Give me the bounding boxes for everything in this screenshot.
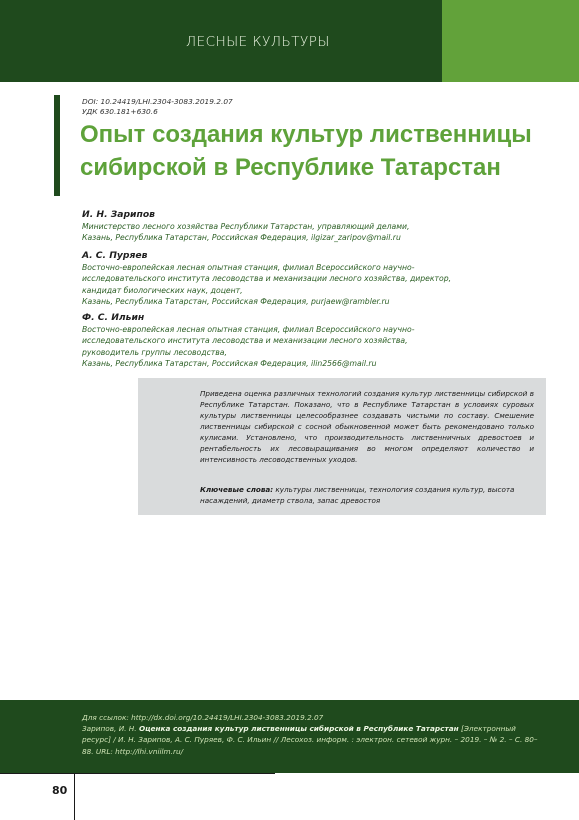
abstract-text: Приведена оценка различных технологий создания культур лиственницы сибирской в Республике Татарстан. Показано, что в Республике Татарстан в условиях суровых культуры лиственницы целесообразнее создавать чистыми по составу. Смешение лиственницы сибирской с сосной обыкновенной может быть рекомендовано только кулисами. Установлено, что производительность лиственничных древостоев и рентабельность их лесовыращивания во многом определяют количество и интенсивность лесоводственных уходов. — [200, 389, 534, 464]
author-affiliation — [82, 221, 552, 244]
aff-line: Восточно-европейская лесная опытная станция, филиал Всероссийского научно- — [82, 263, 415, 272]
page-number: 80 — [52, 784, 68, 797]
article-title — [80, 118, 560, 184]
citation-link-line: Для ссылок: http://dx.doi.org/10.24419/LHI.2304-3083.2019.2.07 — [82, 713, 324, 722]
footer-divider — [74, 773, 75, 820]
title-accent-bar — [54, 95, 60, 196]
aff-line: Восточно-европейская лесная опытная станция, филиал Всероссийского научно- — [82, 325, 415, 334]
title-line-2: сибирской в Республике Татарстан — [80, 154, 501, 181]
doi: DOI: 10.24419/LHI.2304-3083.2019.2.07 — [82, 97, 233, 106]
section-title: ЛЕСНЫЕ КУЛЬТУРЫ — [186, 34, 330, 50]
author-affiliation — [82, 324, 552, 370]
udk: УДК 630.181+630.6 — [82, 107, 158, 116]
citation-reference — [82, 723, 544, 757]
aff-line: исследовательского института лесоводства и механизации лесного хозяйства, — [82, 336, 408, 346]
footer-rule — [0, 773, 275, 774]
abstract-box — [138, 378, 546, 515]
aff-line: Казань, Республика Татарстан, Российская Федерация, purjaew@rambler.ru — [82, 297, 390, 307]
citation-box — [0, 700, 579, 773]
keywords-text: культуры лиственницы, технология создания культур, высота насаждений, диаметр ствола, запас древостоя — [200, 485, 515, 505]
keywords — [200, 484, 534, 506]
citation-authors: Зарипов, И. Н. — [82, 724, 137, 734]
citation-text — [82, 712, 544, 757]
aff-line: Казань, Республика Татарстан, Российская Федерация, ilin2566@mail.ru — [82, 359, 377, 369]
title-line-1: Опыт создания культур лиственницы — [80, 121, 532, 148]
aff-line: Казань, Республика Татарстан, Российская Федерация, ilgizar_zaripov@mail.ru — [82, 233, 401, 243]
keywords-label: Ключевые слова: — [200, 485, 274, 494]
aff-line: руководитель группы лесоводства, — [82, 347, 227, 357]
citation-title: Оценка создания культур лиственницы сибирской в Республике Татарстан — [138, 724, 459, 734]
author-affiliation — [82, 262, 552, 308]
aff-line: исследовательского института лесоводства и механизации лесного хозяйства, директор, — [82, 274, 452, 284]
aff-line: кандидат биологических наук, доцент, — [82, 285, 243, 295]
header-band-light — [442, 0, 579, 82]
aff-line: Министерство лесного хозяйства Республики Татарстан, управляющий делами, — [82, 222, 410, 231]
author-name: А. С. Пуряев — [82, 250, 148, 261]
author-name: И. Н. Зарипов — [82, 209, 155, 220]
citation-rest: [Электронный ресурс] / И. Н. Зарипов, А. С. Пуряев, Ф. С. Ильин // Лесохоз. информ. : электрон. сетевой журн. – 2019. – № 2. – С. 80–88. URL: http://lhi.vniilm.ru/ — [82, 724, 538, 756]
author-name: Ф. С. Ильин — [82, 312, 145, 323]
